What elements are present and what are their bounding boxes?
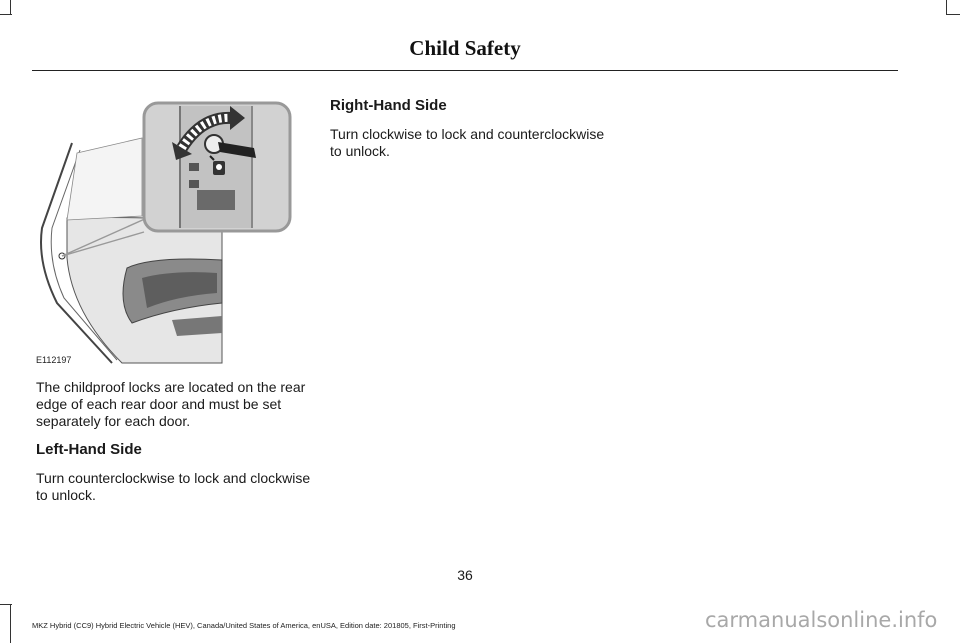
crop-mark xyxy=(0,604,12,605)
crop-mark xyxy=(0,14,12,15)
right-column xyxy=(330,97,610,160)
crop-mark xyxy=(10,0,11,14)
edition-footer: MKZ Hybrid (CC9) Hybrid Electric Vehicle (HEV), Canada/United States of America, enUSA, Edition date: 201805, First-Printing xyxy=(32,621,456,630)
right-hand-side-text: Turn clockwise to lock and counterclockwise to unlock. xyxy=(330,126,605,159)
crop-mark xyxy=(946,0,947,14)
left-hand-side-text: Turn counterclockwise to lock and clockwise to unlock. xyxy=(36,470,311,503)
door-illustration xyxy=(32,98,322,368)
crop-mark xyxy=(10,604,11,643)
watermark: carmanualsonline.info xyxy=(705,608,938,632)
right-hand-side-heading: Right-Hand Side xyxy=(330,97,447,114)
page-title: Child Safety xyxy=(409,36,521,60)
title-divider xyxy=(32,70,898,71)
child-lock-figure xyxy=(32,98,322,368)
page-number: 36 xyxy=(457,567,473,583)
intro-paragraph: The childproof locks are located on the rear edge of each rear door and must be set separately for each door. xyxy=(36,379,306,429)
figure-code: E112197 xyxy=(36,355,72,365)
crop-mark xyxy=(946,14,960,15)
child-lock-icon xyxy=(213,161,225,175)
left-column xyxy=(36,379,316,504)
left-hand-side-heading: Left-Hand Side xyxy=(36,441,142,458)
